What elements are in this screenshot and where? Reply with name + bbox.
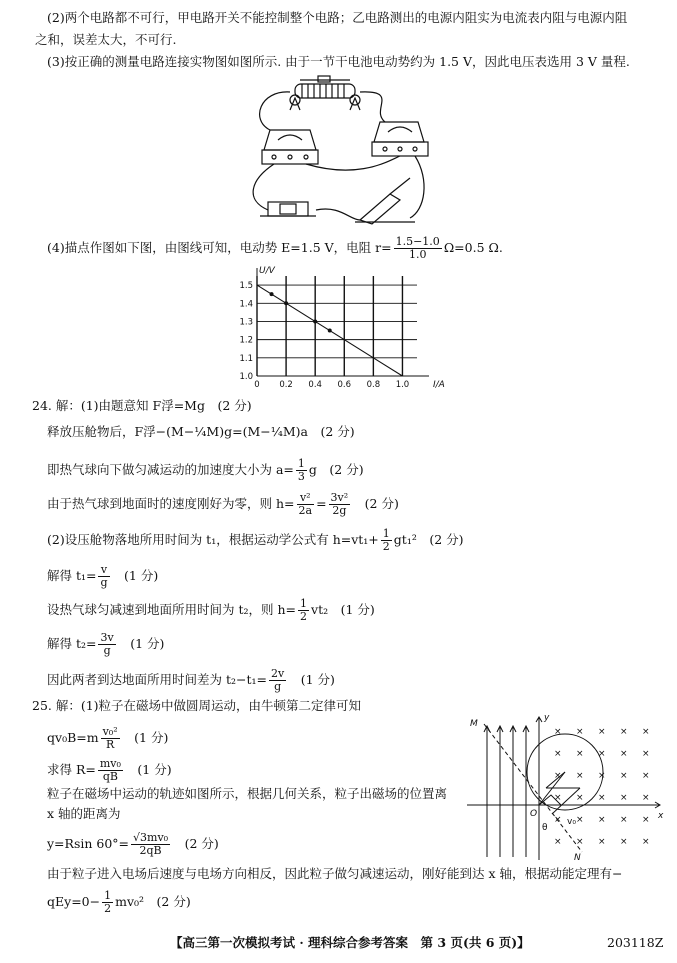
field-cross-mark: × — [620, 837, 628, 847]
field-cross-mark: × — [642, 749, 650, 759]
data-point — [284, 301, 288, 305]
field-cross-mark: × — [576, 749, 584, 759]
field-cross-mark: × — [576, 793, 584, 803]
x-tick-label: 0.8 — [366, 380, 381, 390]
field-cross-mark: × — [554, 771, 562, 781]
label-y: y — [544, 713, 550, 723]
p25-line-3: 求得 R= $\frac{\text{mv₀}}{qB}$ (1 分) — [47, 757, 172, 783]
magnetic-field-figure — [462, 712, 667, 862]
p24-line-1: 24. 解：(1)由题意知 F浮=Mg (2 分) — [32, 398, 252, 413]
data-point — [328, 329, 332, 333]
field-cross-mark: × — [642, 837, 650, 847]
label-M: M — [470, 719, 478, 729]
field-cross-mark: × — [554, 727, 562, 737]
p24-line-9: 因此两者到达地面所用时间差为 t₂−t₁= $\frac{2v}{g}$ (1 分) — [47, 667, 335, 693]
field-cross-mark: × — [576, 727, 584, 737]
y-axis-label: U/V — [259, 266, 275, 276]
p23-line-2: 之和，误差太大，不可行. — [35, 32, 177, 47]
field-cross-mark: × — [598, 771, 606, 781]
y-tick-label: 1.5 — [239, 281, 253, 292]
field-cross-mark: × — [554, 837, 562, 847]
p25-line-6: y=Rsin 60°= $\frac{\text{√3mv₀}}{2qB}$ (2 分) — [47, 831, 219, 857]
field-cross-mark: × — [576, 837, 584, 847]
p25-line-4: 粒子在磁场中运动的轨迹如图所示，根据几何关系，粒子出磁场的位置离 — [47, 786, 448, 801]
field-cross-mark: × — [620, 771, 628, 781]
field-cross-mark: × — [554, 815, 562, 825]
data-point — [270, 292, 274, 296]
circuit-figure — [240, 70, 430, 230]
footer-code: 203118Z — [607, 935, 664, 950]
p24-line-2: 释放压舱物后，F浮−(M−¼M)g=(M−¼M)a (2 分) — [47, 424, 355, 439]
field-cross-mark: × — [620, 727, 628, 737]
footer-title: 【高三第一次模拟考试 · 理科综合参考答案 第 3 页(共 6 页)】 — [170, 935, 530, 950]
data-point — [313, 319, 317, 323]
p25-line-7: 由于粒子进入电场后速度与电场方向相反，因此粒子做匀减速运动，刚好能到达 x 轴，根据动能定理有− — [47, 866, 623, 881]
label-N: N — [574, 853, 581, 863]
x-tick-label: 0.4 — [308, 380, 322, 390]
x-axis-label: I/A — [433, 380, 445, 390]
p25-line-1: 25. 解：(1)粒子在磁场中做圆周运动，由牛顿第二定律可知 — [32, 698, 362, 713]
r-fraction: $\frac{1.5-1.0}{1.0}$ — [395, 235, 440, 261]
label-x: x — [658, 811, 664, 821]
p25-line-8: qEy=0− $\frac{1}{2}$ mv₀² (2 分) — [47, 889, 191, 915]
field-cross-mark: × — [598, 815, 606, 825]
p24-line-4: 由于热气球到地面时的速度刚好为零，则 h= $\frac{\text{v²}}{2a}$ = $\frac{\text{3v²}}{2g}$ (2 分) — [47, 491, 399, 517]
p24-line-6: 解得 t₁= $\frac{v}{g}$ (1 分) — [47, 563, 159, 589]
x-tick-label: 0.2 — [279, 380, 293, 390]
x-tick-label: 0 — [254, 380, 260, 390]
field-cross-mark: × — [598, 793, 606, 803]
field-cross-mark: × — [598, 837, 606, 847]
p23-line-4: (4)描点作图如下图，由图线可知，电动势 E=1.5 V，电阻 r= $\frac{1.5-1.0}{1.0}$ Ω=0.5 Ω. — [47, 235, 503, 261]
field-cross-mark: × — [598, 727, 606, 737]
x-tick-label: 0.6 — [337, 380, 352, 390]
y-tick-label: 1.3 — [239, 317, 253, 328]
field-cross-mark: × — [576, 771, 584, 781]
field-cross-mark: × — [642, 815, 650, 825]
y-tick-label: 1.0 — [239, 372, 253, 382]
u-i-chart — [225, 262, 445, 392]
p25-line-2: qv₀B=m $\frac{\text{v₀²}}{R}$ (1 分) — [47, 725, 169, 751]
y-tick-label: 1.4 — [239, 299, 253, 310]
field-cross-mark: × — [642, 771, 650, 781]
y-tick-label: 1.1 — [239, 353, 253, 364]
p24-line-5: (2)设压舱物落地所用时间为 t₁，根据运动学公式有 h=vt₁+ $\frac{1}{2}$ gt₁² (2 分) — [47, 527, 464, 553]
field-cross-mark: × — [620, 749, 628, 759]
p23-line-1: (2)两个电路都不可行，甲电路开关不能控制整个电路；乙电路测出的电源内阻实为电流表内阻与电源内阻 — [47, 10, 628, 25]
field-cross-mark: × — [554, 749, 562, 759]
p24-line-3: 即热气球向下做匀减运动的加速度大小为 a= $\frac{1}{3}$ g (2 分) — [47, 457, 364, 483]
field-cross-mark: × — [576, 815, 584, 825]
field-cross-mark: × — [620, 815, 628, 825]
label-v0: v₀ — [567, 817, 576, 827]
field-cross-mark: × — [598, 749, 606, 759]
field-cross-mark: × — [554, 793, 562, 803]
label-O: O — [530, 809, 538, 819]
p24-line-7: 设热气球匀减速到地面所用时间为 t₂，则 h= $\frac{1}{2}$ vt₂ (1 分) — [47, 597, 375, 623]
field-cross-mark: × — [620, 793, 628, 803]
p23-line-3: (3)按正确的测量电路连接实物图如图所示. 由于一节干电池电动势约为 1.5 V，因此电压表选用 3 V 量程. — [47, 54, 630, 69]
y-tick-label: 1.2 — [239, 335, 253, 346]
field-cross-mark: × — [642, 727, 650, 737]
p25-line-5: x 轴的距离为 — [47, 806, 121, 821]
label-theta: θ — [542, 823, 548, 833]
x-tick-label: 1.0 — [395, 380, 410, 390]
p24-line-8: 解得 t₂= $\frac{3v}{g}$ (1 分) — [47, 631, 165, 657]
field-cross-mark: × — [642, 793, 650, 803]
